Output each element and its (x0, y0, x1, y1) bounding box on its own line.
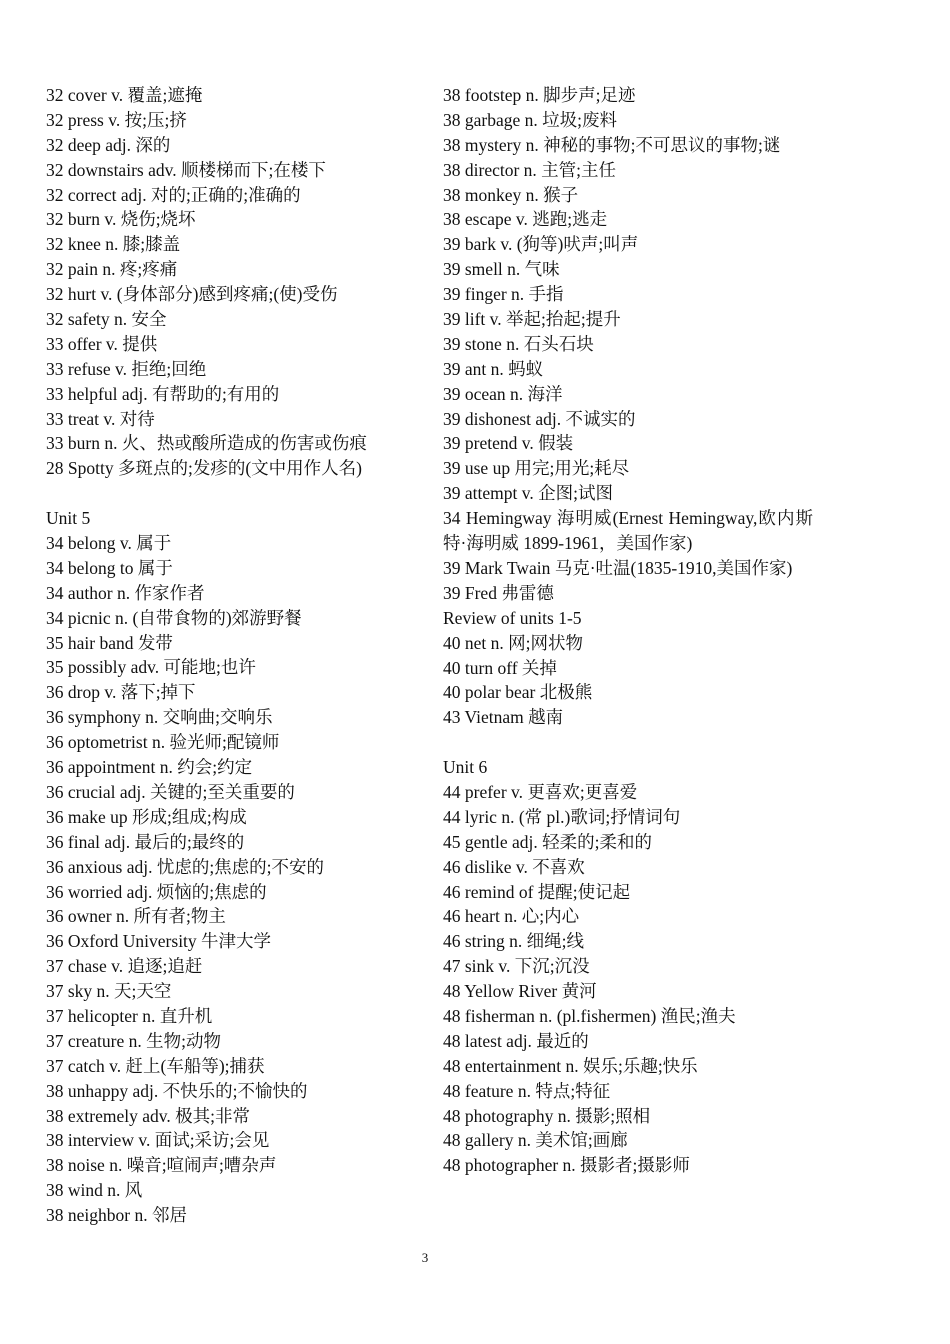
vocab-entry: 32 cover v. 覆盖;遮掩 (46, 85, 203, 105)
vocab-entry: 38 escape v. 逃跑;逃走 (443, 209, 608, 230)
vocab-entry: 44 prefer v. 更喜欢;更喜爱 (443, 782, 638, 802)
vocab-entry: 46 heart n. 心;内心 (443, 906, 580, 927)
vocab-entry: 40 turn off 关掉 (443, 657, 557, 678)
vocab-entry: 37 catch v. 赶上(车船等);捕获 (46, 1055, 265, 1076)
vocabulary-column-right (443, 83, 813, 1178)
vocabulary-column-left (46, 83, 416, 1228)
vocab-entry: 38 neighbor n. 邻居 (46, 1205, 187, 1226)
vocab-entry: 48 photographer n. 摄影者;摄影师 (443, 1155, 690, 1176)
vocab-entry: 46 string n. 细绳;线 (443, 931, 584, 952)
vocab-entry: 38 unhappy adj. 不快乐的;不愉快的 (46, 1080, 308, 1101)
vocab-entry: 32 deep adj. 深的 (46, 134, 171, 155)
blank-line (443, 730, 813, 755)
vocab-entry: 36 worried adj. 烦恼的;焦虑的 (46, 881, 267, 902)
vocab-entry: 35 possibly adv. 可能地;也许 (46, 657, 256, 678)
vocab-entry: 39 ocean n. 海洋 (443, 383, 563, 404)
vocab-entry: 34 belong to 属于 (46, 557, 173, 578)
vocab-entry: 32 downstairs adv. 顺楼梯而下;在楼下 (46, 159, 326, 180)
vocab-entry: 38 monkey n. 猴子 (443, 184, 579, 205)
vocab-entry: 45 gentle adj. 轻柔的;柔和的 (443, 831, 652, 852)
vocab-entry: 48 feature n. 特点;特征 (443, 1080, 611, 1101)
vocab-entry: 33 burn n. 火、热或酸所造成的伤害或伤痕 (46, 433, 367, 454)
vocab-entry: 39 ant n. 蚂蚁 (443, 358, 544, 379)
vocab-entry: 32 safety n. 安全 (46, 309, 167, 330)
vocab-entry: 32 hurt v. (身体部分)感到疼痛;(使)受伤 (46, 284, 338, 305)
vocab-entry: 48 gallery n. 美术馆;画廊 (443, 1130, 628, 1151)
vocab-entry: 36 optometrist n. 验光师;配镜师 (46, 732, 280, 753)
vocab-entry: 33 helpful adj. 有帮助的;有用的 (46, 383, 280, 404)
vocab-entry: 39 bark v. (狗等)吠声;叫声 (443, 234, 639, 255)
vocab-entry: 32 correct adj. 对的;正确的;准确的 (46, 184, 301, 205)
vocab-entry: 39 lift v. 举起;抬起;提升 (443, 309, 621, 330)
vocab-entry: 32 burn v. 烧伤;烧坏 (46, 209, 196, 230)
vocab-entry: 40 polar bear 北极熊 (443, 682, 593, 703)
vocab-entry: 36 make up 形成;组成;构成 (46, 806, 247, 827)
vocab-entry: 39 attempt v. 企图;试图 (443, 483, 613, 504)
vocab-entry: 36 appointment n. 约会;约定 (46, 757, 253, 778)
vocab-entry: 48 entertainment n. 娱乐;乐趣;快乐 (443, 1055, 698, 1076)
vocab-entry: 47 sink v. 下沉;沉没 (443, 956, 590, 977)
vocab-entry: 37 sky n. 天;天空 (46, 981, 172, 1002)
vocab-entry: 36 final adj. 最后的;最终的 (46, 831, 245, 852)
vocab-entry: 39 finger n. 手指 (443, 284, 564, 305)
vocab-entry: 48 latest adj. 最近的 (443, 1030, 589, 1051)
vocab-entry: 39 stone n. 石头石块 (443, 333, 594, 354)
vocab-entry: 36 drop v. 落下;掉下 (46, 682, 196, 703)
section-heading: Review of units 1-5 (443, 607, 582, 628)
vocab-entry: 37 helicopter n. 直升机 (46, 1005, 213, 1026)
vocab-entry: 32 press v. 按;压;挤 (46, 109, 187, 130)
vocab-entry: 40 net n. 网;网状物 (443, 632, 583, 653)
vocab-entry: 36 anxious adj. 忧虑的;焦虑的;不安的 (46, 856, 325, 877)
vocab-entry: 38 footstep n. 脚步声;足迹 (443, 85, 636, 105)
vocab-entry: 36 Oxford University 牛津大学 (46, 931, 272, 952)
vocab-entry: 34 Hemingway 海明威(Ernest Hemingway,欧内斯特·海明威 1899-1961，美国作家) (443, 508, 813, 554)
blank-line (46, 481, 416, 506)
vocab-entry: 43 Vietnam 越南 (443, 707, 564, 728)
vocab-entry: 38 garbage n. 垃圾;废料 (443, 109, 617, 130)
vocab-entry: 33 treat v. 对待 (46, 408, 155, 429)
vocab-entry: 48 Yellow River 黄河 (443, 981, 597, 1002)
vocab-entry: 48 photography n. 摄影;照相 (443, 1105, 651, 1126)
section-heading: Unit 6 (443, 757, 488, 778)
vocab-entry: 38 interview v. 面试;采访;会见 (46, 1130, 270, 1151)
page-number: 3 (421, 1250, 429, 1265)
vocab-entry: 46 remind of 提醒;使记起 (443, 881, 631, 902)
vocab-entry: 39 Mark Twain 马克·吐温(1835-1910,美国作家) (443, 557, 793, 578)
vocab-entry: 44 lyric n. (常 pl.)歌词;抒情词句 (443, 806, 681, 827)
vocab-entry: 35 hair band 发带 (46, 632, 173, 653)
vocab-entry: 39 dishonest adj. 不诚实的 (443, 408, 636, 429)
vocab-entry: 34 belong v. 属于 (46, 533, 172, 554)
vocab-entry: 28 Spotty 多斑点的;发疹的(文中用作人名) (46, 458, 362, 479)
vocab-entry: 39 smell n. 气味 (443, 259, 560, 280)
vocab-entry: 38 director n. 主管;主任 (443, 159, 617, 180)
vocab-entry: 32 knee n. 膝;膝盖 (46, 234, 181, 255)
vocab-entry: 37 creature n. 生物;动物 (46, 1030, 221, 1051)
vocab-entry: 33 offer v. 提供 (46, 333, 158, 354)
vocab-entry: 39 Fred 弗雷德 (443, 582, 554, 603)
vocab-entry: 48 fisherman n. (pl.fishermen) 渔民;渔夫 (443, 1006, 736, 1027)
vocab-entry: 38 extremely adv. 极其;非常 (46, 1105, 250, 1126)
vocab-entry: 38 mystery n. 神秘的事物;不可思议的事物;谜 (443, 134, 781, 155)
section-heading: Unit 5 (46, 508, 91, 529)
vocab-entry: 46 dislike v. 不喜欢 (443, 856, 585, 877)
vocab-entry: 33 refuse v. 拒绝;回绝 (46, 358, 207, 379)
vocab-entry: 34 picnic n. (自带食物的)郊游野餐 (46, 607, 302, 628)
vocab-entry: 36 symphony n. 交响曲;交响乐 (46, 707, 273, 728)
vocab-entry: 38 noise n. 噪音;喧闹声;嘈杂声 (46, 1155, 277, 1176)
vocab-entry: 36 owner n. 所有者;物主 (46, 906, 226, 927)
vocab-entry: 39 use up 用完;用光;耗尽 (443, 458, 630, 479)
vocab-entry: 37 chase v. 追逐;追赶 (46, 956, 203, 977)
vocab-entry: 32 pain n. 疼;疼痛 (46, 259, 178, 280)
vocab-entry: 38 wind n. 风 (46, 1180, 143, 1201)
vocab-entry: 39 pretend v. 假装 (443, 433, 574, 454)
vocab-entry: 36 crucial adj. 关键的;至关重要的 (46, 781, 295, 802)
vocab-entry: 34 author n. 作家作者 (46, 582, 205, 603)
